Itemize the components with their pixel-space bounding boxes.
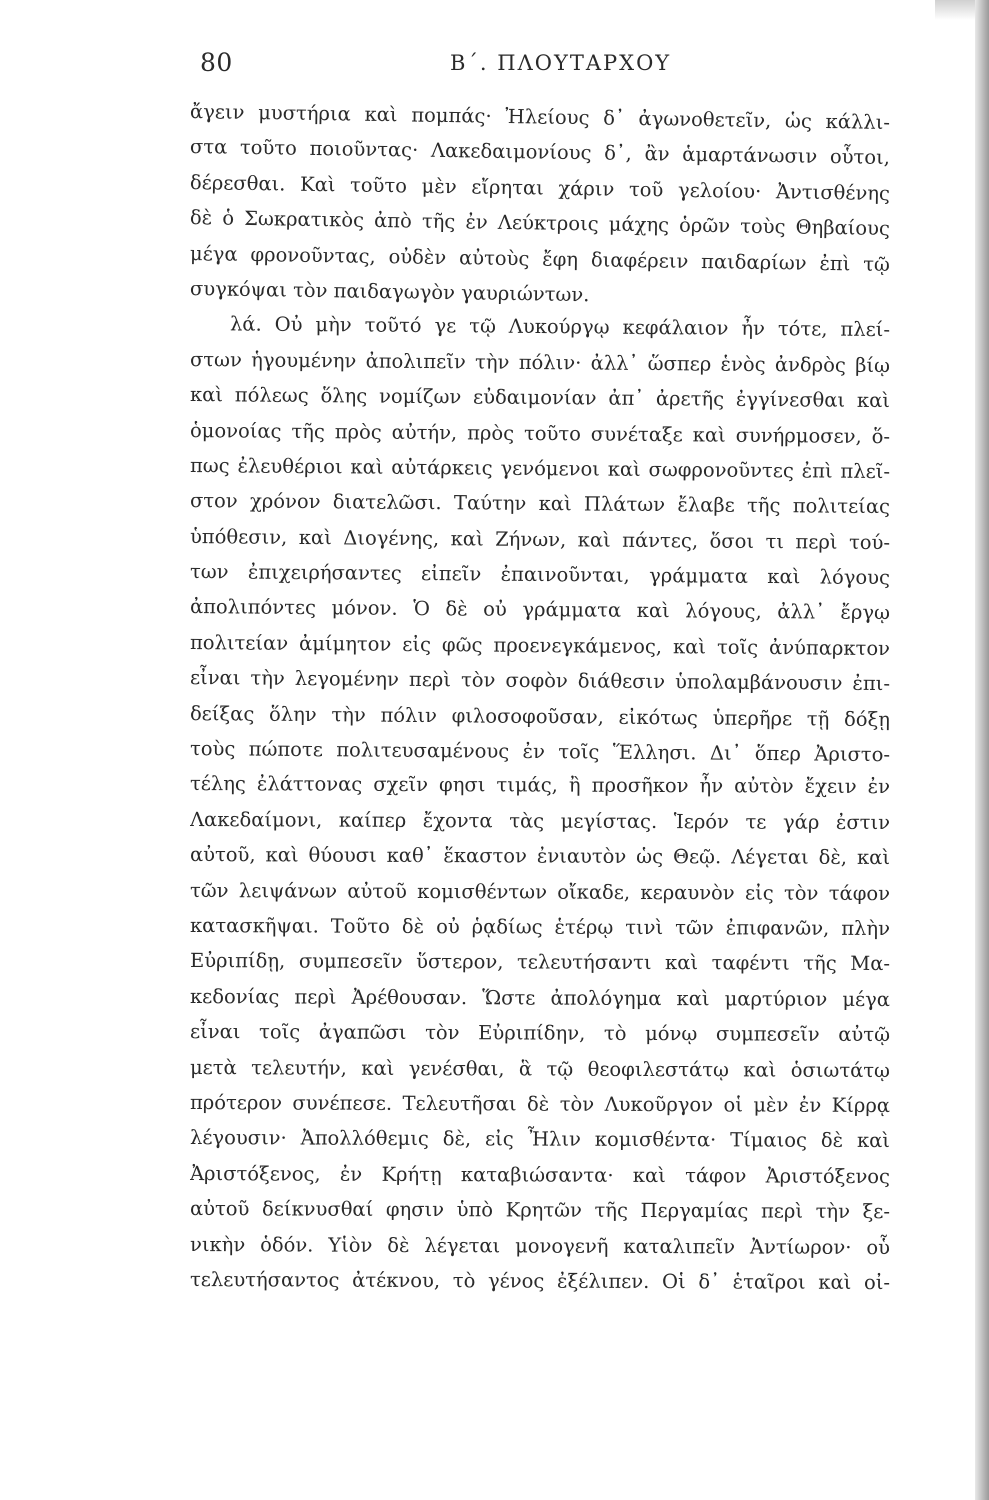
text-line: εἶναι τοῖς ἀγαπῶσι τὸν Εὐριπίδην, τὸ μόνῳ συμπεσεῖν αὐτῷ xyxy=(189,1020,891,1047)
text-line: ἄγειν μυστήρια καὶ πομπάς· Ἠλείους δ᾽ ἀγωνοθετεῖν, ὡς κάλλι- xyxy=(189,100,891,134)
text-line: αὐτοῦ δείκνυσθαί φησιν ὑπὸ Κρητῶν τῆς Περγαμίας περὶ τὴν ξε- xyxy=(189,1197,891,1224)
text-line: εἶναι τὴν λεγομένην περὶ τὸν σοφὸν διάθεσιν ὑπολαμβάνουσιν ἐπι- xyxy=(189,666,891,696)
text-line: λέγουσιν· Ἀπολλόθεμις δὲ, εἰς Ἦλιν κομισθέντα· Τίμαιος δὲ καὶ xyxy=(189,1126,891,1153)
text-line: δὲ ὁ Σωκρατικὸς ἀπὸ τῆς ἐν Λεύκτροις μάχης ὁρῶν τοὺς Θηβαίους xyxy=(189,206,891,241)
text-line: ὑπόθεσιν, καὶ Διογένης, καὶ Ζήνων, καὶ πάντες, ὅσοι τι περὶ τού- xyxy=(189,524,891,554)
text-line: τέλης ἐλάττονας σχεῖν φησι τιμάς, ἢ προσῆκον ἦν αὐτὸν ἔχειν ἐν xyxy=(189,772,891,799)
text-line: κεδονίας περὶ Ἀρέθουσαν. Ὥστε ἀπολόγημα καὶ μαρτύριον μέγα xyxy=(189,984,891,1011)
text-line: τοὺς πώποτε πολιτευσαμένους ἐν τοῖς Ἕλλησι. Δι᾽ ὅπερ Ἀριστο- xyxy=(189,737,891,767)
page-corner-shadow xyxy=(935,0,975,20)
text-line: στον χρόνον διατελῶσι. Ταύτην καὶ Πλάτων ἔλαβε τῆς πολιτείας xyxy=(189,489,891,519)
text-line: Λακεδαίμονι, καίπερ ἔχοντα τὰς μεγίστας. Ἱερόν τε γάρ ἐστιν xyxy=(189,807,891,834)
page-header xyxy=(200,48,880,88)
text-line: δέρεσθαι. Καὶ τοῦτο μὲν εἴρηται χάριν τοῦ γελοίου· Ἀντισθένης xyxy=(189,170,891,205)
text-line: λά. Οὐ μὴν τοῦτό γε τῷ Λυκούργῳ κεφάλαιον ἦν τότε, πλεί- xyxy=(229,312,891,342)
text-line: στων ἡγουμένην ἀπολιπεῖν τὴν πόλιν· ἀλλ᾽ ὥσπερ ἑνὸς ἀνδρὸς βίῳ xyxy=(189,347,891,377)
text-line: πρότερον συνέπεσε. Τελευτῆσαι δὲ τὸν Λυκοῦργον οἱ μὲν ἐν Κίρρᾳ xyxy=(189,1090,891,1117)
text-line: Εὐριπίδῃ, συμπεσεῖν ὕστερον, τελευτήσαντι καὶ ταφέντι τῆς Μα- xyxy=(189,949,891,976)
text-line: των ἐπιχειρήσαντες εἰπεῖν ἐπαινοῦνται, γράμματα καὶ λόγους xyxy=(189,560,891,590)
text-line: Ἀριστόξενος, ἐν Κρήτῃ καταβιώσαντα· καὶ τάφον Ἀριστόξενος xyxy=(189,1161,891,1188)
page-edge-shadow xyxy=(975,0,989,1500)
text-line: ὁμονοίας τῆς πρὸς αὐτήν, πρὸς τοῦτο συνέταξε καὶ συνήρμοσεν, ὅ- xyxy=(189,418,891,448)
text-line: πολιτείαν ἀμίμητον εἰς φῶς προενεγκάμενος, καὶ τοῖς ἀνύπαρκτον xyxy=(189,630,891,660)
text-line: κατασκῆψαι. Τοῦτο δὲ οὐ ῥᾳδίως ἑτέρῳ τινὶ τῶν ἐπιφανῶν, πλὴν xyxy=(189,913,891,941)
text-line: καὶ πόλεως ὅλης νομίζων εὐδαιμονίαν ἀπ᾽ ἀρετῆς ἐγγίνεσθαι καὶ xyxy=(189,383,891,413)
text-line: αὐτοῦ, καὶ θύουσι καθ᾽ ἕκαστον ἐνιαυτὸν ὡς Θεῷ. Λέγεται δὲ, καὶ xyxy=(189,843,891,870)
text-line: τελευτήσαντος ἀτέκνου, τὸ γένος ἐξέλιπεν. Οἱ δ᾽ ἑταῖροι καὶ οἰ- xyxy=(189,1267,891,1294)
text-line: πως ἐλευθέριοι καὶ αὐτάρκεις γενόμενοι καὶ σωφρονοῦντες ἐπὶ πλεῖ- xyxy=(189,453,891,484)
text-line: νικὴν ὁδόν. Υἱὸν δὲ λέγεται μονογενῆ καταλιπεῖν Ἀντίωρον· οὗ xyxy=(189,1232,891,1259)
text-line: συγκόψαι τὸν παιδαγωγὸν γαυριώντων. xyxy=(189,276,590,307)
body-text xyxy=(190,94,890,1297)
text-line: μετὰ τελευτήν, καὶ γενέσθαι, ἃ τῷ θεοφιλεστάτῳ καὶ ὁσιωτάτῳ xyxy=(189,1055,891,1082)
text-line: τῶν λειψάνων αὐτοῦ κομισθέντων οἴκαδε, κεραυνὸν εἰς τὸν τάφον xyxy=(189,878,891,905)
running-title: Β΄. ΠΛΟΥΤΑΡΧΟΥ xyxy=(450,51,672,75)
text-line: στα τοῦτο ποιοῦντας· Λακεδαιμονίους δ᾽, ἂν ἁμαρτάνωσιν οὗτοι, xyxy=(189,135,891,170)
page-number: 80 xyxy=(200,48,233,77)
text-line: δείξας ὅλην τὴν πόλιν φιλοσοφοῦσαν, εἰκότως ὑπερῆρε τῇ δόξῃ xyxy=(189,701,891,731)
text-line: ἀπολιπόντες μόνον. Ὁ δὲ οὐ γράμματα καὶ λόγους, ἀλλ᾽ ἔργῳ xyxy=(189,595,891,625)
text-line: μέγα φρονοῦντας, οὐδὲν αὐτοὺς ἔφη διαφέρειν παιδαρίων ἐπὶ τῷ xyxy=(189,241,891,276)
